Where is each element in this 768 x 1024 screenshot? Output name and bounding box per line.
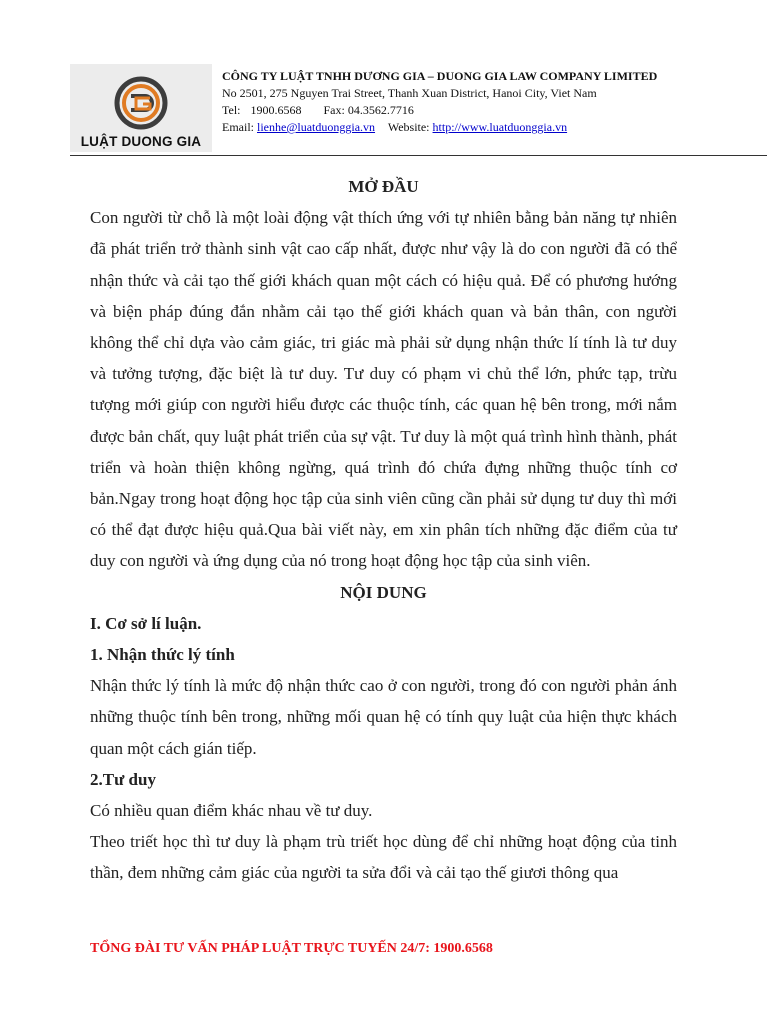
website-link[interactable]: http://www.luatduonggia.vn bbox=[432, 120, 568, 134]
intro-heading: MỞ ĐẦU bbox=[348, 177, 419, 196]
tel-label: Tel: bbox=[222, 103, 241, 117]
company-contact-online bbox=[222, 119, 657, 136]
email-link[interactable]: lienhe@luatduonggia.vn bbox=[257, 120, 376, 134]
website-label: Website: bbox=[387, 120, 430, 134]
company-contact-phones bbox=[222, 102, 657, 119]
fax-label: Fax: bbox=[323, 103, 345, 117]
content-heading: NỘI DUNG bbox=[340, 582, 427, 602]
footer-hotline: TỔNG ĐÀI TƯ VẤN PHÁP LUẬT TRỰC TUYẾN 24/7: 1900.6568 bbox=[90, 941, 493, 956]
tel-value: 1900.6568 bbox=[250, 103, 302, 117]
fax-value: 04.3562.7716 bbox=[347, 103, 414, 117]
header-divider bbox=[70, 155, 767, 156]
subsection-heading-2: 2.Tư duy bbox=[90, 769, 156, 789]
paragraph-viewpoints: Có nhiều quan điểm khác nhau về tư duy. bbox=[90, 801, 373, 821]
logo-brand-text: LUẬT DUONG GIA bbox=[80, 134, 202, 149]
company-address: No 2501, 275 Nguyen Trai Street, Thanh Xuan District, Hanoi City, Viet Nam bbox=[222, 86, 597, 100]
paragraph-rational-cognition: Nhận thức lý tính là mức độ nhận thức cao ở con người, trong đó con người phản ánh những thuộc tính bên trong, những mối quan hệ có tính quy luật của hiện thực khách quan một cách gián tiếp. bbox=[90, 676, 677, 758]
company-logo bbox=[70, 64, 212, 152]
paragraph-philosophy: Theo triết học thì tư duy là phạm trù triết học dùng để chỉ những hoạt động của tinh thần, đem những cảm giác của người ta sửa đổi và cải tạo thế giươi thông qua bbox=[90, 832, 677, 883]
company-name: CÔNG TY LUẬT TNHH DƯƠNG GIA – DUONG GIA LAW COMPANY LIMITED bbox=[222, 69, 658, 83]
dg-monogram-icon bbox=[114, 76, 168, 130]
subsection-heading-1: 1. Nhận thức lý tính bbox=[90, 645, 235, 665]
intro-paragraph: Con người từ chỗ là một loài động vật thích ứng với tự nhiên bằng bản năng tự nhiên đã phát triển trở thành sinh vật cao cấp nhất, được như vậy là do con người đã có thể nhận thức và cải tạo thế giới khách quan một cách có hiệu quả. Để có phương hướng và biện pháp đúng đắn nhằm cải tạo thế giới khách quan và bản thân, con người không thể chỉ dựa vào cảm giác, tri giác mà phải sử dụng nhận thức lí tính là tư duy và tưởng tượng, đặc biệt là tư duy. Tư duy có phạm vi chủ thể lớn, phức tạp, trừu tượng mới giúp con người hiểu được các thuộc tính, các quan hệ bên trong, mới nắm được bản chất, quy luật phát triển của sự vật. Tư duy là một quá trình hình thành, phát triển và hoàn thiện không ngừng, quá trình đó chứa đựng những thuộc tính cơ bản.Ngay trong hoạt động học tập của sinh viên cũng cần phải sử dụng tư duy thì mới có thể đạt được hiệu quả.Qua bài viết này, em xin phân tích những đặc điểm của tư duy con người và ứng dụng của nó trong hoạt động học tập của sinh viên. bbox=[90, 208, 677, 571]
document-body bbox=[90, 171, 677, 889]
email-label: Email: bbox=[222, 120, 254, 134]
company-info bbox=[222, 68, 657, 136]
section-heading-1: I. Cơ sở lí luận. bbox=[90, 613, 202, 633]
